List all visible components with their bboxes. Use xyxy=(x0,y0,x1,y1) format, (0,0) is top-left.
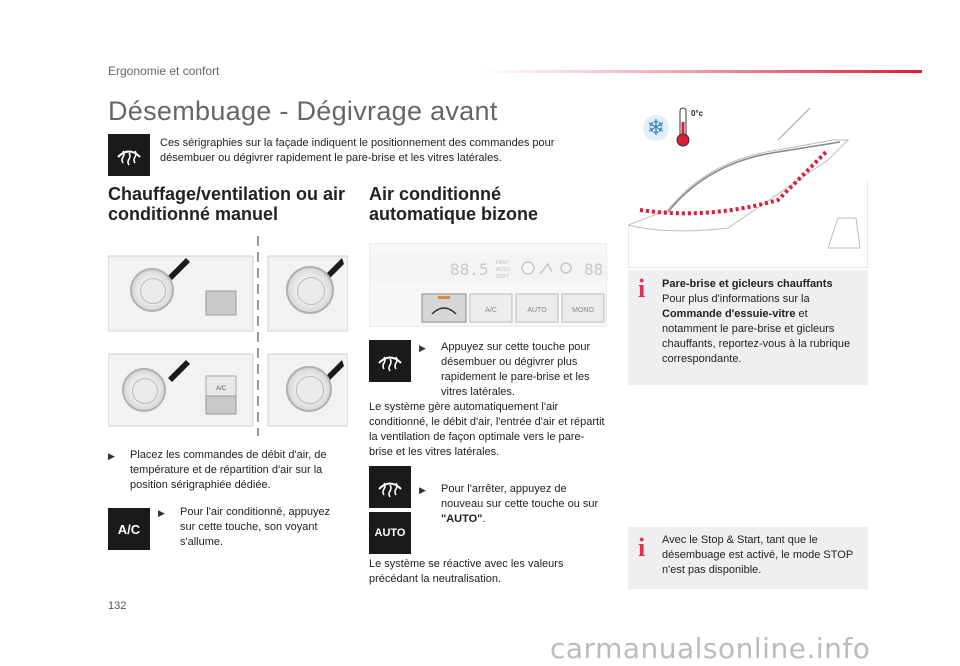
bullet-marker: ▶ xyxy=(419,485,426,495)
watermark: carmanualsonline.info xyxy=(550,632,871,665)
middle-bullet-2-text: Pour l'arrêter, appuyez de nouveau sur cette touche ou sur "AUTO". xyxy=(441,483,599,525)
panel-ac-label: A/C xyxy=(215,386,227,392)
left-section-title: Chauffage/ventilation ou air conditionné manuel xyxy=(108,184,346,224)
auto-icon-label: AUTO xyxy=(374,527,406,539)
info-box-2-text: Avec le Stop & Start, tant que le désembuage est activé, le mode STOP n'est pas disponible. xyxy=(662,534,853,576)
middle-paragraph-1: Le système gère automatiquement l'air conditionné, le débit d'air, l'entrée d'air et répartit la ventilation de façon optimale vers le pare-brise et les vitres latérales. xyxy=(369,401,605,458)
left-bullet-2-text: Pour l'air conditionné, appuyez sur cette touche, son voyant s'allume. xyxy=(180,506,331,548)
ac-button-icon xyxy=(108,508,150,550)
defrost-icon xyxy=(108,134,150,176)
auto-climate-panel-illustration xyxy=(369,243,607,327)
header-rule xyxy=(480,70,922,73)
display-right-value: 88 xyxy=(584,260,604,279)
snowflake-icon xyxy=(642,114,670,142)
manual-panel-illustration xyxy=(108,236,348,436)
info-box-heated-windshield xyxy=(628,270,868,385)
page-title: Désembuage - Dégivrage avant xyxy=(108,96,498,126)
info-icon-2: i xyxy=(638,533,646,562)
left-bullet-1 xyxy=(108,448,340,493)
left-bullet-1-text: Placez les commandes de débit d'air, de température et de répartition d'air sur la position sérigraphiée dédiée. xyxy=(130,449,327,491)
defrost-button-icon xyxy=(369,340,411,382)
info-box-1-content: Pare-brise et gicleurs chauffants Pour plus d'informations sur la Commande d'essuie-vitre et notamment le pare-brise et gicleurs chauffants, reportez-vous à la rubrique correspondante. xyxy=(662,278,851,365)
thermometer-icon xyxy=(676,106,690,148)
info-icon: i xyxy=(638,274,646,303)
fast-label: FAST xyxy=(496,260,509,266)
distribution-dial-bottom-right xyxy=(286,366,332,412)
info-box-1-title: Pare-brise et gicleurs chauffants xyxy=(662,278,833,290)
middle-bullet-1-text: Appuyez sur cette touche pour désembuer ou dégivrer plus rapidement le pare-brise et les vitres latérales. xyxy=(441,341,591,398)
soft-label: SOFT xyxy=(496,274,510,280)
info-box-stop-start xyxy=(628,527,868,589)
defrost-button-icon-2 xyxy=(369,466,411,508)
temperature-dial-bottom-left xyxy=(122,368,166,412)
section-header: Ergonomie et confort xyxy=(108,64,220,78)
temperature-label: 0°c xyxy=(691,109,704,118)
panel-btn-mono: MONO xyxy=(572,307,594,314)
windshield-illustration xyxy=(628,100,868,268)
middle-bullet-2 xyxy=(419,482,599,527)
svg-text:❄: ❄ xyxy=(646,116,666,141)
auto-button-icon xyxy=(369,512,411,554)
panel-btn-ac: A/C xyxy=(485,307,497,314)
ac-icon-label: A/C xyxy=(117,521,141,537)
bullet-marker: ▶ xyxy=(158,508,165,518)
middle-paragraph-2: Le système se réactive avec les valeurs précédant la neutralisation. xyxy=(369,558,564,585)
middle-section-title: Air conditionné automatique bizone xyxy=(369,184,539,224)
bullet-marker: ▶ xyxy=(108,451,115,461)
display-left-value: 88.5 xyxy=(450,260,489,279)
bullet-marker: ▶ xyxy=(419,343,426,353)
middle-bullet-1 xyxy=(419,340,599,400)
auto-small-label: AUTO xyxy=(496,267,510,273)
intro-text: Ces sérigraphies sur la façade indiquent le positionnement des commandes pour désembuer ou dégivrer rapidement le pare-brise et les vitres latérales. xyxy=(160,137,555,164)
distribution-dial-top-right xyxy=(286,266,334,314)
left-bullet-2 xyxy=(158,505,338,550)
panel-btn-auto: AUTO xyxy=(527,307,547,314)
temperature-dial-top-left xyxy=(130,268,174,312)
page-number: 132 xyxy=(108,600,127,612)
